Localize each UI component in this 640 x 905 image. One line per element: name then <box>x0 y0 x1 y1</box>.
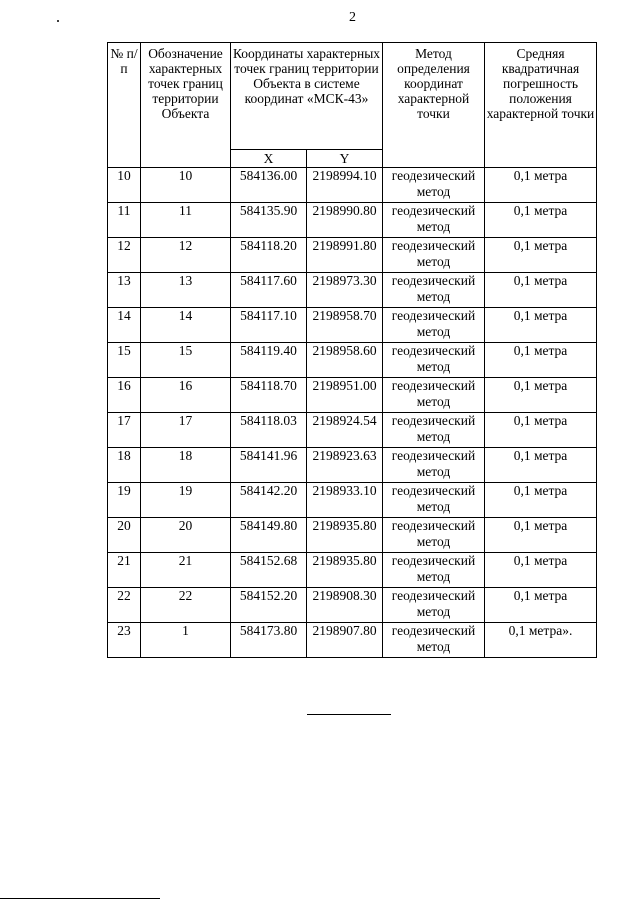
cell-num: 12 <box>108 238 141 273</box>
cell-y: 2198923.63 <box>307 448 383 483</box>
cell-error: 0,1 метра <box>485 413 597 448</box>
cell-method: геодезический метод <box>383 623 485 658</box>
cell-num: 13 <box>108 273 141 308</box>
cell-num: 21 <box>108 553 141 588</box>
cell-point: 18 <box>141 448 231 483</box>
cell-x: 584173.80 <box>231 623 307 658</box>
cell-num: 10 <box>108 168 141 203</box>
cell-method: геодезический метод <box>383 343 485 378</box>
cell-num: 18 <box>108 448 141 483</box>
cell-num: 23 <box>108 623 141 658</box>
cell-point: 11 <box>141 203 231 238</box>
table-row <box>108 518 597 553</box>
cell-num: 16 <box>108 378 141 413</box>
header-y: Y <box>307 150 383 168</box>
table-row <box>108 273 597 308</box>
cell-error: 0,1 метра <box>485 448 597 483</box>
cell-point: 20 <box>141 518 231 553</box>
cell-method: геодезический метод <box>383 518 485 553</box>
cell-y: 2198933.10 <box>307 483 383 518</box>
table-row <box>108 308 597 343</box>
cell-x: 584117.60 <box>231 273 307 308</box>
signature-line <box>307 714 391 715</box>
cell-method: геодезический метод <box>383 238 485 273</box>
cell-x: 584118.20 <box>231 238 307 273</box>
cell-y: 2198908.30 <box>307 588 383 623</box>
cell-point: 22 <box>141 588 231 623</box>
cell-error: 0,1 метра <box>485 483 597 518</box>
cell-y: 2198951.00 <box>307 378 383 413</box>
cell-x: 584118.70 <box>231 378 307 413</box>
cell-y: 2198991.80 <box>307 238 383 273</box>
table-row <box>108 413 597 448</box>
footnote-separator <box>0 898 160 899</box>
table-row <box>108 343 597 378</box>
cell-error: 0,1 метра <box>485 308 597 343</box>
cell-error: 0,1 метра <box>485 343 597 378</box>
cell-num: 11 <box>108 203 141 238</box>
cell-point: 19 <box>141 483 231 518</box>
cell-x: 584152.20 <box>231 588 307 623</box>
cell-error: 0,1 метра <box>485 518 597 553</box>
cell-y: 2198958.70 <box>307 308 383 343</box>
header-error: Средняя квадратичная погрешность положения характерной точки <box>485 43 597 168</box>
table-row <box>108 588 597 623</box>
page-number: 2 <box>349 10 356 25</box>
cell-num: 14 <box>108 308 141 343</box>
cell-point: 14 <box>141 308 231 343</box>
header-designation: Обозначение характерных точек границ территории Объекта <box>141 43 231 168</box>
cell-y: 2198924.54 <box>307 413 383 448</box>
cell-y: 2198973.30 <box>307 273 383 308</box>
header-method: Метод определения координат характерной точки <box>383 43 485 168</box>
cell-point: 13 <box>141 273 231 308</box>
cell-method: геодезический метод <box>383 168 485 203</box>
table-row <box>108 483 597 518</box>
header-x: X <box>231 150 307 168</box>
table-row <box>108 623 597 658</box>
cell-method: геодезический метод <box>383 483 485 518</box>
cell-num: 15 <box>108 343 141 378</box>
cell-y: 2198907.80 <box>307 623 383 658</box>
cell-point: 12 <box>141 238 231 273</box>
cell-y: 2198935.80 <box>307 518 383 553</box>
cell-x: 584152.68 <box>231 553 307 588</box>
cell-y: 2198994.10 <box>307 168 383 203</box>
cell-error: 0,1 метра <box>485 168 597 203</box>
table-row <box>108 168 597 203</box>
cell-num: 19 <box>108 483 141 518</box>
cell-error: 0,1 метра <box>485 588 597 623</box>
cell-error: 0,1 метра <box>485 378 597 413</box>
cell-method: геодезический метод <box>383 553 485 588</box>
cell-num: 22 <box>108 588 141 623</box>
table-row <box>108 448 597 483</box>
cell-y: 2198935.80 <box>307 553 383 588</box>
cell-error: 0,1 метра <box>485 273 597 308</box>
cell-point: 10 <box>141 168 231 203</box>
cell-error: 0,1 метра <box>485 553 597 588</box>
cell-x: 584142.20 <box>231 483 307 518</box>
cell-method: геодезический метод <box>383 308 485 343</box>
cell-x: 584119.40 <box>231 343 307 378</box>
cell-point: 21 <box>141 553 231 588</box>
cell-error: 0,1 метра». <box>485 623 597 658</box>
coordinates-table <box>107 42 597 658</box>
header-coordinates: Координаты характерных точек границ территории Объекта в системе координат «МСК-43» <box>231 43 383 150</box>
cell-point: 16 <box>141 378 231 413</box>
table-row <box>108 238 597 273</box>
cell-error: 0,1 метра <box>485 238 597 273</box>
cell-point: 1 <box>141 623 231 658</box>
table-row <box>108 378 597 413</box>
cell-method: геодезический метод <box>383 588 485 623</box>
table-body <box>108 168 597 658</box>
cell-method: геодезический метод <box>383 413 485 448</box>
cell-method: геодезический метод <box>383 203 485 238</box>
cell-num: 17 <box>108 413 141 448</box>
cell-method: геодезический метод <box>383 378 485 413</box>
header-num: № п/п <box>108 43 141 168</box>
cell-x: 584117.10 <box>231 308 307 343</box>
cell-y: 2198990.80 <box>307 203 383 238</box>
cell-x: 584135.90 <box>231 203 307 238</box>
cell-x: 584149.80 <box>231 518 307 553</box>
cell-x: 584141.96 <box>231 448 307 483</box>
cell-point: 15 <box>141 343 231 378</box>
cell-method: геодезический метод <box>383 273 485 308</box>
cell-error: 0,1 метра <box>485 203 597 238</box>
cell-num: 20 <box>108 518 141 553</box>
cell-point: 17 <box>141 413 231 448</box>
table-row <box>108 553 597 588</box>
cell-x: 584118.03 <box>231 413 307 448</box>
table-row <box>108 203 597 238</box>
cell-method: геодезический метод <box>383 448 485 483</box>
cell-x: 584136.00 <box>231 168 307 203</box>
cell-y: 2198958.60 <box>307 343 383 378</box>
